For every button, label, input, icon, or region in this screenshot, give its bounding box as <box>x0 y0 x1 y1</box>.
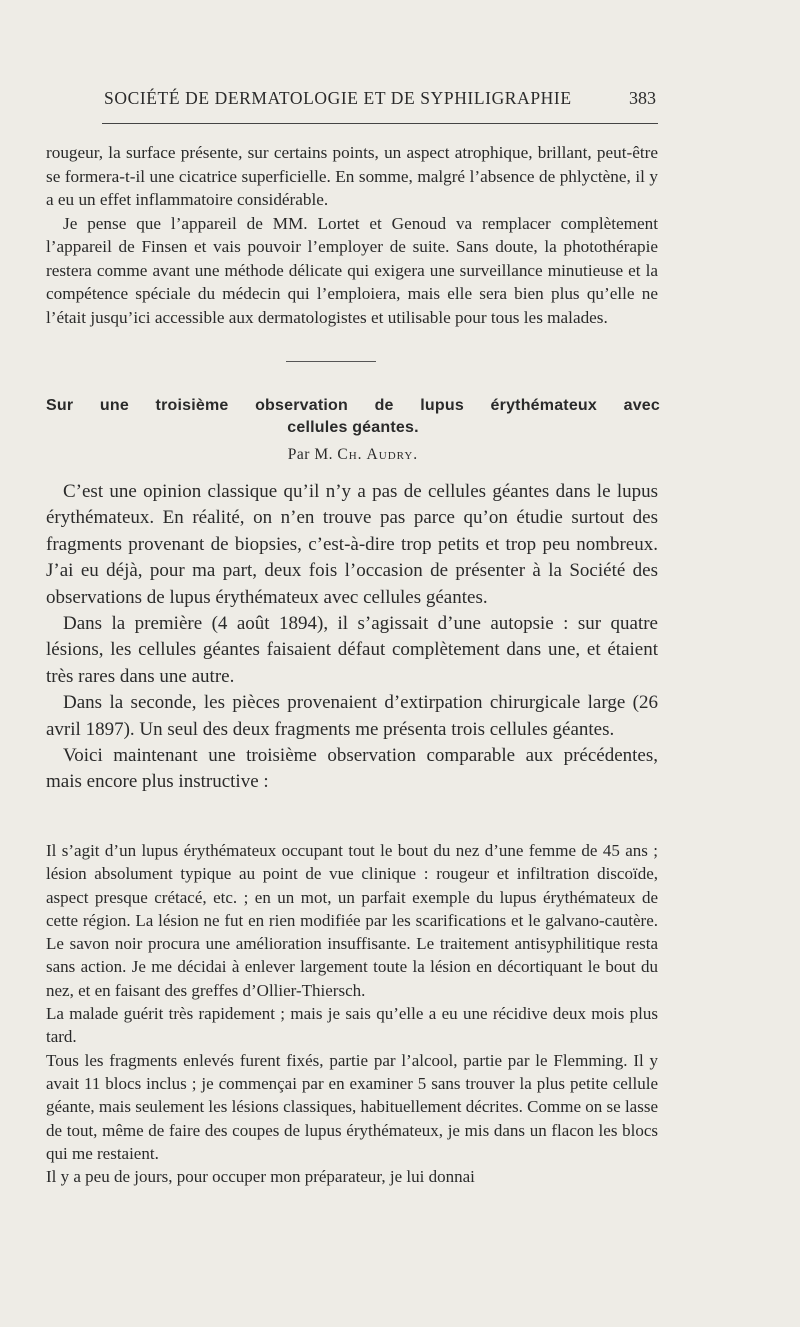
article-author <box>46 446 660 464</box>
article-title-line: Sur une troisième observation de lupus érythémateux avec <box>46 397 660 414</box>
running-header <box>104 88 656 109</box>
article-title <box>46 395 660 439</box>
paragraph: Il y a peu de jours, pour occuper mon préparateur, je lui donnai <box>46 1167 475 1187</box>
clinical-observation <box>46 839 658 1188</box>
paragraph: Je pense que l’appareil de MM. Lortet et Genoud va remplacer complètement l’appareil de Finsen et vais pouvoir l’employer de suite. Sans doute, la photothérapie restera comme avant une méthode délicate qui exigera une surveillance minutieuse et la compétence spéciale du médecin qui l’emploiera, mais elle sera bien plus qu’elle ne l’était jusqu’ici accessible aux dermatologistes et utilisable pour tous les malades. <box>46 213 658 327</box>
paragraph: La malade guérit très rapidement ; mais je sais qu’elle a eu une récidive deux mois plus tard. <box>46 1004 658 1047</box>
author-name: Ch. Audry. <box>337 446 419 463</box>
page-number: 383 <box>629 88 656 108</box>
article-title-line: cellules géantes. <box>287 419 419 436</box>
header-rule <box>102 123 658 124</box>
paragraph: Voici maintenant une troisième observation comparable aux précédentes, mais encore plus instructive : <box>46 745 658 793</box>
author-prefix: Par M. <box>287 446 338 463</box>
previous-article-conclusion <box>46 141 658 329</box>
paragraph: Il s’agit d’un lupus érythémateux occupant tout le bout du nez d’une femme de 45 ans ; lésion absolument typique au point de vue clinique : rougeur et infiltration discoïde, aspect presque crétacé, etc. ; en un mot, un parfait exemple du lupus érythémateux de cette région. La lésion ne fut en rien modifiée par les scarifications et le galvano-cautère. Le savon noir procura une amélioration insuffisante. Le traitement antisyphilitique resta sans action. Je me décidai à enlever largement toute la lésion en décortiquant le bout du nez, et en faisant des greffes d’Ollier-Thiersch. <box>46 841 658 1000</box>
paragraph: rougeur, la surface présente, sur certains points, un aspect atrophique, brillant, peut-être se formera-t-il une cicatrice superficielle. En somme, malgré l’absence de phlyctène, il y a eu un effet inflammatoire considérable. <box>46 143 658 209</box>
running-title: SOCIÉTÉ DE DERMATOLOGIE ET DE SYPHILIGRAPHIE <box>104 88 572 108</box>
paragraph: Dans la première (4 août 1894), il s’agissait d’une autopsie : sur quatre lésions, les cellules géantes faisaient défaut complètement dans une, et étaient très rares dans une autre. <box>46 613 658 687</box>
section-separator <box>286 361 376 362</box>
paragraph: C’est une opinion classique qu’il n’y a pas de cellules géantes dans le lupus érythémateux. En réalité, on n’en trouve pas parce qu’on étudie surtout des fragments provenant de biopsies, c’est-à-dire trop petits et trop peu nombreux. J’ai eu déjà, pour ma part, deux fois l’occasion de présenter à la Société des observations de lupus érythémateux avec cellules géantes. <box>46 481 658 608</box>
paragraph: Tous les fragments enlevés furent fixés, partie par l’alcool, partie par le Flemming. Il y avait 11 blocs inclus ; je commençai par en examiner 5 sans trouver la plus petite cellule géante, mais seulement les lésions classiques, habituellement décrites. Comme on se lasse de tout, même de faire des coupes de lupus érythémateux, je mis dans un flacon les blocs qui me restaient. <box>46 1050 658 1163</box>
article-body <box>46 479 658 796</box>
paragraph: Dans la seconde, les pièces provenaient d’extirpation chirurgicale large (26 avril 1897). Un seul des deux fragments me présenta trois cellules géantes. <box>46 692 658 740</box>
